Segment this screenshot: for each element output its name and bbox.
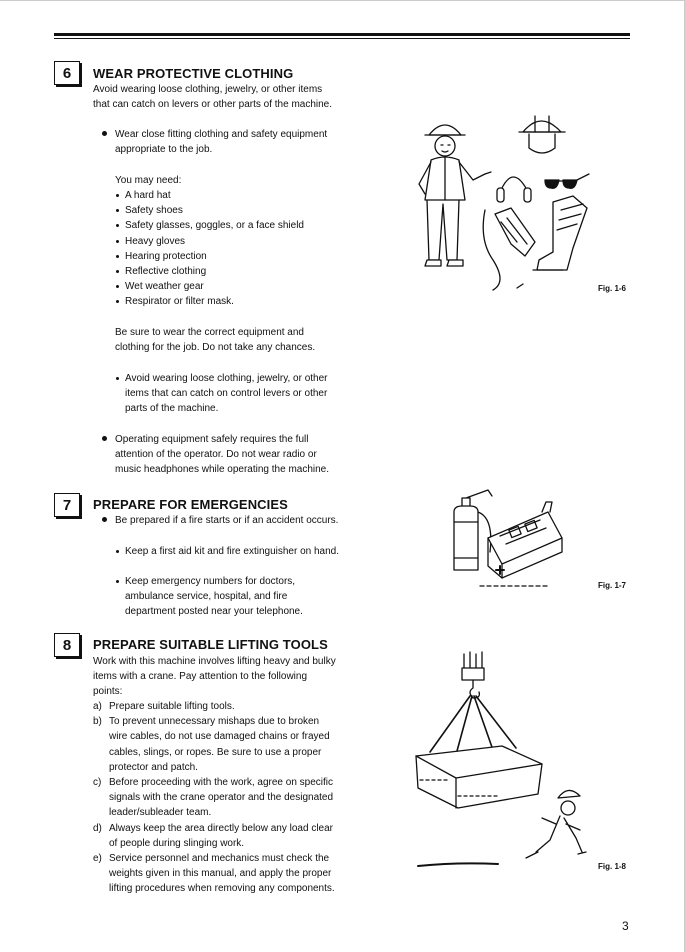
sub-bullet-dot [116,377,119,380]
list-item: Reflective clothing [115,264,304,279]
section-7-number: 7 [54,493,80,517]
section-8-title: PREPARE SUITABLE LIFTING TOOLS [93,637,328,652]
list-item: Safety glasses, goggles, or a face shield [115,218,304,233]
figure-caption: Fig. 1-8 [598,862,627,871]
section-7-sub1: Keep a first aid kit and fire extinguisher on hand. [125,546,340,557]
page-number: 3 [622,919,629,933]
protective-clothing-illustration [405,110,600,300]
list-item: b) To prevent unnecessary mishaps due to broken wire cables, do not use damaged chains or frayed cables, slings, or ropes. Be sure to use a proper protector and patch. [93,716,330,773]
list-item: Safety shoes [115,203,304,218]
section-6-intro: Avoid wearing loose clothing, jewelry, or other items that can catch on levers or other parts of the machine. [93,84,333,111]
figure-caption: Fig. 1-7 [598,581,627,590]
header-rule [54,33,630,36]
section-6-bullet2: Operating equipment safely requires the full attention of the operator. Do not wear radio or music headphones while operating the machine. [115,434,330,476]
list-item: Heavy gloves [115,234,304,249]
section-8-intro: Work with this machine involves lifting heavy and bulky items with a crane. Pay attention to the following points: [93,656,336,698]
header-rule-thin [54,38,630,39]
bullet-dot [102,517,107,522]
section-7-bullet: Be prepared if a fire starts or if an accident occurs. [115,515,339,526]
emergency-kit-illustration [440,482,565,592]
list-item: a) Prepare suitable lifting tools. [93,701,235,712]
list-item: A hard hat [115,188,304,203]
sub-bullet-dot [116,580,119,583]
figure-caption: Fig. 1-6 [598,284,627,293]
section-6-title: WEAR PROTECTIVE CLOTHING [93,66,294,81]
section-6-sub-bullet: Avoid wearing loose clothing, jewelry, or other items that can catch on control levers or other parts of the machine. [125,373,328,415]
list-item: d) Always keep the area directly below any load clear of people during slinging work. [93,822,334,849]
section-8-number: 8 [54,633,80,657]
list-item: e) Service personnel and mechanics must check the weights given in this manual, and apply the proper lifting procedures when removing any components. [93,853,335,895]
section-7-sub2: Keep emergency numbers for doctors, ambulance service, hospital, and fire department posted near your telephone. [125,576,303,618]
you-may-need: You may need: [115,175,182,186]
list-item: Respirator or filter mask. [115,294,304,309]
section-6-number: 6 [54,61,80,85]
list-item: Hearing protection [115,249,304,264]
section-7-title: PREPARE FOR EMERGENCIES [93,497,288,512]
list-item: Wet weather gear [115,279,304,294]
bullet-dot [102,436,107,441]
sub-bullet-dot [116,550,119,553]
bullet-dot [102,131,107,136]
list-item: c) Before proceeding with the work, agree on specific signals with the crane operator and the designated leader/subleader team. [93,777,334,819]
section-6-be-sure: Be sure to wear the correct equipment and clothing for the job. Do not take any chances. [115,327,316,354]
lifting-points-list [93,699,335,897]
crane-lifting-illustration [408,648,598,873]
section-6-bullet1: Wear close fitting clothing and safety equipment appropriate to the job. [115,129,328,156]
equipment-list [115,188,304,310]
page-border-top [0,0,685,1]
